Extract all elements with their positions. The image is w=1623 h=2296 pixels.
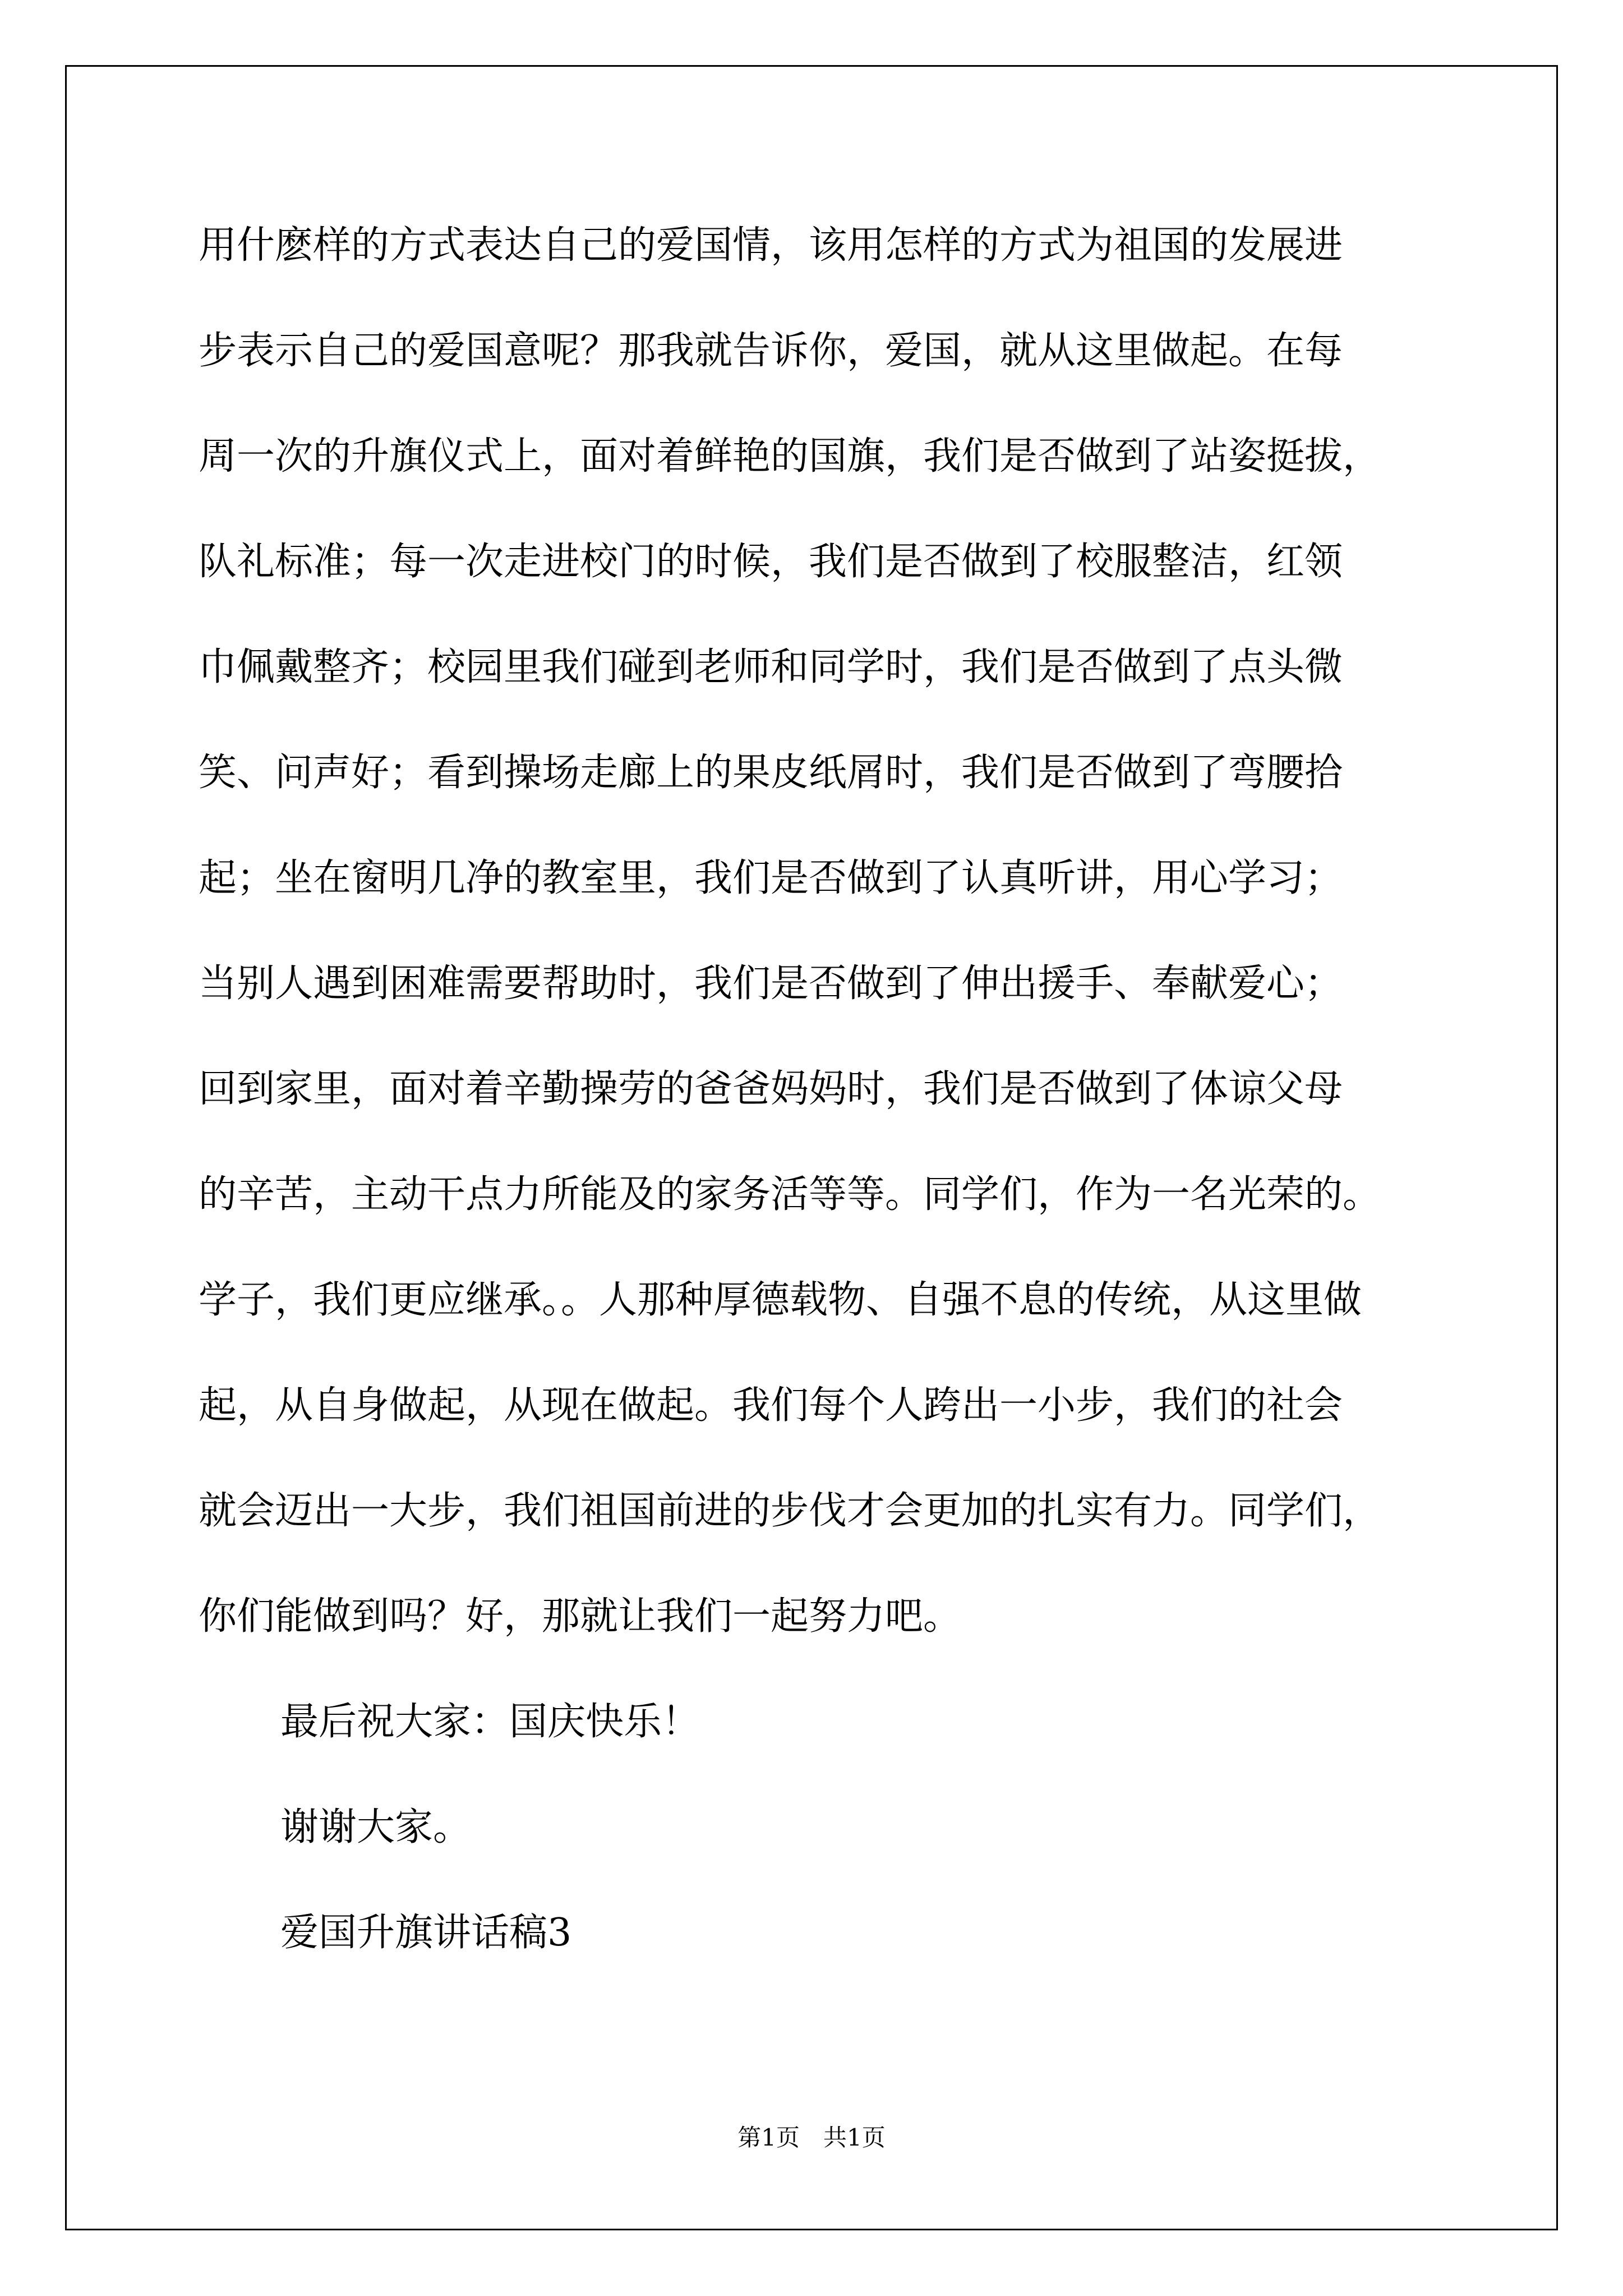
- text-line-7: 起；坐在窗明几净的教室里，我们是否做到了认真听讲，用心学习；: [199, 856, 1343, 900]
- text-line-6: 笑、问声好；看到操场走廊上的果皮纸屑时，我们是否做到了弯腰拾: [199, 751, 1343, 795]
- text-line-13: 就会迈出一大步，我们祖国前进的步伐才会更加的扎实有力。同学们，: [199, 1489, 1381, 1533]
- text-line-10: 的辛苦，主动干点力所能及的家务活等等。同学们，作为一名光荣的。: [199, 1172, 1381, 1217]
- text-line-1: 用什麽样的方式表达自己的爱国情，该用怎样的方式为祖国的发展进: [199, 223, 1343, 268]
- thanks-line: 谢谢大家。: [280, 1805, 472, 1849]
- closing-wish: 最后祝大家：国庆快乐！: [280, 1700, 700, 1744]
- text-line-9: 回到家里，面对着辛勤操劳的爸爸妈妈时，我们是否做到了体谅父母: [199, 1067, 1343, 1111]
- document-body: [199, 193, 1477, 1986]
- text-line-5: 巾佩戴整齐；校园里我们碰到老师和同学时，我们是否做到了点头微: [199, 645, 1343, 689]
- text-line-12: 起，从自身做起，从现在做起。我们每个人跨出一小步，我们的社会: [199, 1383, 1343, 1428]
- text-line-3: 周一次的升旗仪式上，面对着鲜艳的国旗，我们是否做到了站姿挺拔，: [199, 434, 1381, 478]
- next-section-title: 爱国升旗讲话稿3: [280, 1911, 572, 1955]
- text-line-8: 当别人遇到困难需要帮助时，我们是否做到了伸出援手、奉献爱心；: [199, 961, 1343, 1006]
- page-number-footer: 第1页 共1页: [737, 2124, 886, 2151]
- text-line-11: 学子，我们更应继承。。人那种厚德载物、自强不息的传统，从这里做: [199, 1278, 1362, 1322]
- text-line-4: 队礼标准；每一次走进校门的时候，我们是否做到了校服整洁，红领: [199, 540, 1343, 584]
- text-line-2: 步表示自己的爱国意呢？那我就告诉你，爱国，就从这里做起。在每: [199, 329, 1343, 373]
- text-line-14: 你们能做到吗？好，那就让我们一起努力吧。: [199, 1594, 962, 1639]
